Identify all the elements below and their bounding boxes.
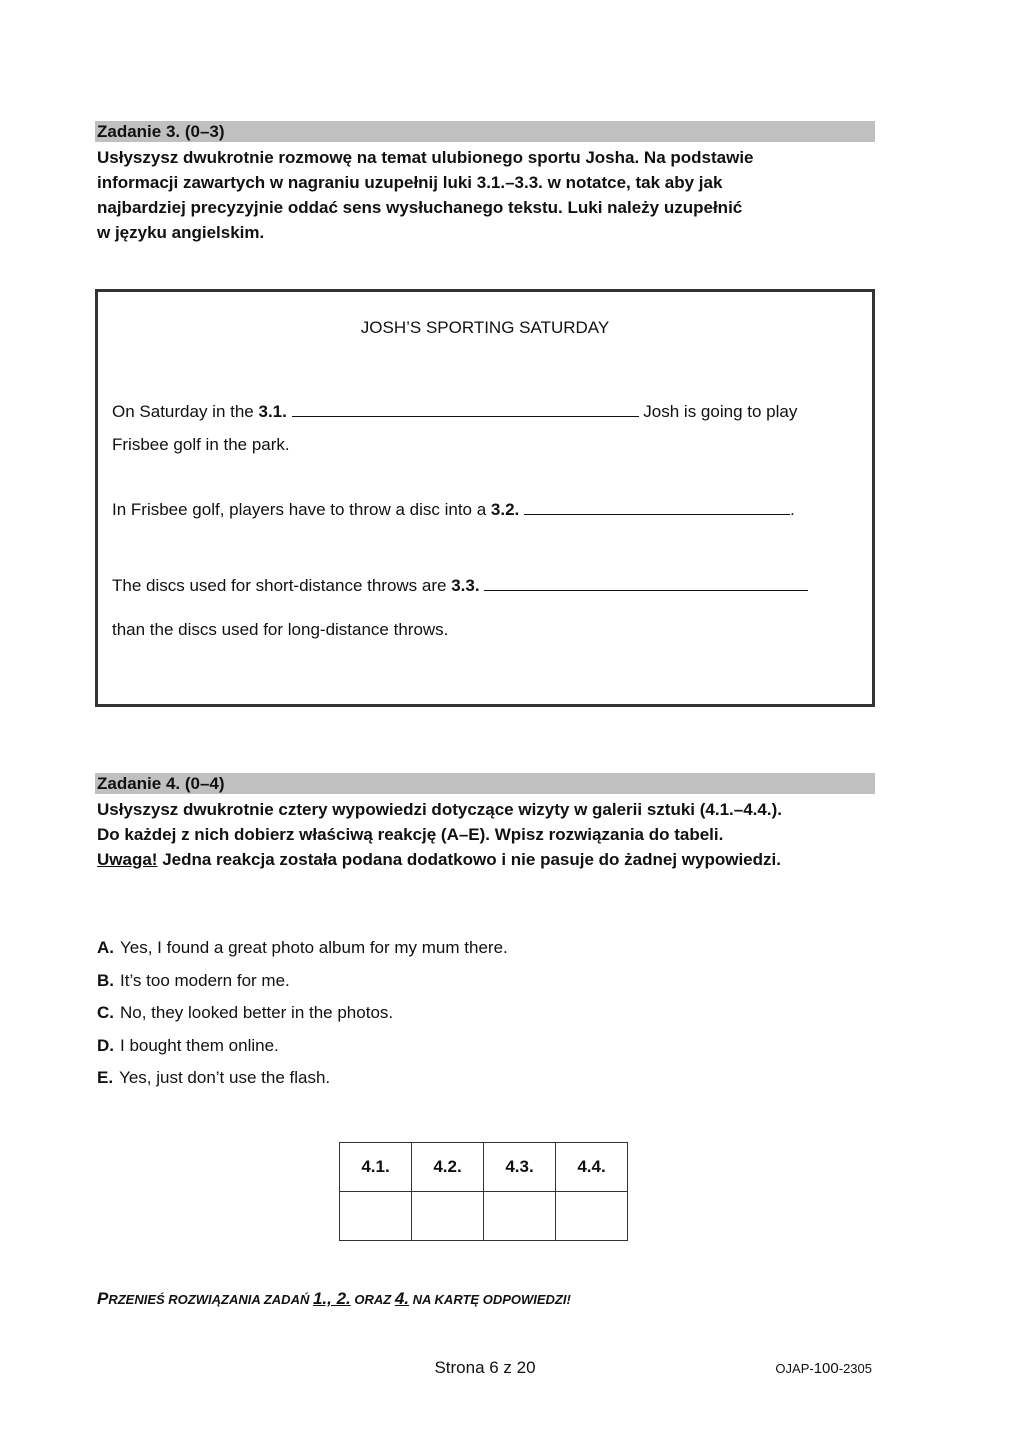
task4-header: Zadanie 4. (0–4)	[95, 773, 875, 794]
note-box	[95, 289, 875, 707]
answer-header-4-2: 4.2.	[412, 1143, 484, 1192]
gap-3-2-blank[interactable]	[524, 500, 790, 515]
gap-label-3-3: 3.3.	[451, 576, 480, 595]
transfer-text: RZENIEŚ ROZWIĄZANIA ZADAŃ	[108, 1292, 313, 1307]
task3-instruction-line: informacji zawartych w nagraniu uzupełnij luki 3.1.–3.3. w notatce, tak aby jak	[97, 173, 723, 192]
option-letter: B.	[97, 970, 114, 990]
option-text: I bought them online.	[120, 1035, 279, 1055]
option-d	[97, 1034, 508, 1067]
exam-code-part: 100	[813, 1360, 839, 1377]
option-text: No, they looked better in the photos.	[120, 1003, 394, 1022]
task4-instruction-line	[97, 847, 877, 872]
answer-header-4-4: 4.4.	[556, 1143, 628, 1192]
answer-table-input-row	[340, 1192, 628, 1241]
transfer-tasks: 4.	[394, 1289, 410, 1308]
task3-instructions	[97, 145, 877, 245]
option-c	[97, 1001, 508, 1034]
gap-3-1-blank[interactable]	[292, 402, 639, 417]
note-text: The discs used for short-distance throws are	[112, 576, 452, 595]
note-text: Josh is going to play	[638, 402, 798, 421]
note-line-1	[112, 402, 797, 422]
task3-instruction-line: najbardziej precyzyjnie oddać sens wysłuchanego tekstu. Luki należy uzupełnić	[97, 198, 743, 217]
answer-header-4-3: 4.3.	[484, 1143, 556, 1192]
page-number: Strona 6 z 20	[434, 1358, 536, 1377]
option-text: Yes, I found a great photo album for my mum there.	[120, 938, 508, 957]
transfer-text: P	[97, 1289, 109, 1308]
note-text: On Saturday in the	[112, 402, 259, 421]
answer-header-4-1: 4.1.	[340, 1143, 412, 1192]
option-letter: D.	[97, 1035, 114, 1055]
task4-instruction-line: Usłyszysz dwukrotnie cztery wypowiedzi dotyczące wizyty w galerii sztuki (4.1.–4.4.).	[97, 800, 782, 819]
exam-code-part: -2305	[838, 1361, 872, 1376]
note-title: JOSH’S SPORTING SATURDAY	[360, 318, 610, 337]
option-letter: E.	[97, 1068, 114, 1087]
exam-code	[775, 1360, 872, 1377]
option-letter: C.	[97, 1003, 114, 1022]
note-line-2	[112, 500, 795, 520]
answer-table-header-row	[340, 1143, 628, 1192]
option-e	[97, 1066, 508, 1099]
answer-cell-4-3[interactable]	[484, 1192, 556, 1241]
note-line-3-cont: than the discs used for long-distance throws.	[112, 620, 449, 639]
option-letter: A.	[97, 938, 114, 957]
gap-3-3-blank[interactable]	[484, 576, 808, 591]
note-line-1-cont: Frisbee golf in the park.	[112, 435, 290, 454]
exam-code-part: OJAP-	[775, 1361, 814, 1376]
warning-label: Uwaga!	[97, 850, 158, 869]
transfer-instruction	[97, 1289, 571, 1309]
task4-warning-text: Jedna reakcja została podana dodatkowo i nie pasuje do żadnej wypowiedzi.	[157, 850, 781, 869]
task3-header: Zadanie 3. (0–3)	[95, 121, 875, 142]
answer-cell-4-2[interactable]	[412, 1192, 484, 1241]
answer-cell-4-4[interactable]	[556, 1192, 628, 1241]
option-b	[97, 969, 508, 1002]
gap-label-3-1: 3.1.	[258, 402, 287, 421]
note-text: .	[790, 500, 795, 519]
task3-instruction-line: Usłyszysz dwukrotnie rozmowę na temat ulubionego sportu Josha. Na podstawie	[97, 148, 754, 167]
reaction-options	[97, 936, 508, 1099]
note-text: In Frisbee golf, players have to throw a disc into a	[112, 500, 491, 519]
transfer-text: ORAZ	[350, 1292, 395, 1307]
transfer-tasks: 1., 2.	[312, 1289, 351, 1308]
option-text: Yes, just don’t use the flash.	[119, 1068, 331, 1087]
task3-instruction-line: w języku angielskim.	[97, 223, 265, 242]
answer-cell-4-1[interactable]	[340, 1192, 412, 1241]
answer-table	[339, 1142, 628, 1241]
transfer-text: NA KARTĘ ODPOWIEDZI!	[409, 1292, 571, 1307]
option-text: It’s too modern for me.	[120, 970, 290, 990]
task4-instructions	[97, 797, 877, 872]
option-a	[97, 936, 508, 969]
gap-label-3-2: 3.2.	[490, 500, 520, 519]
note-line-3	[112, 576, 808, 596]
task4-instruction-line: Do każdej z nich dobierz właściwą reakcję (A–E). Wpisz rozwiązania do tabeli.	[97, 825, 724, 844]
